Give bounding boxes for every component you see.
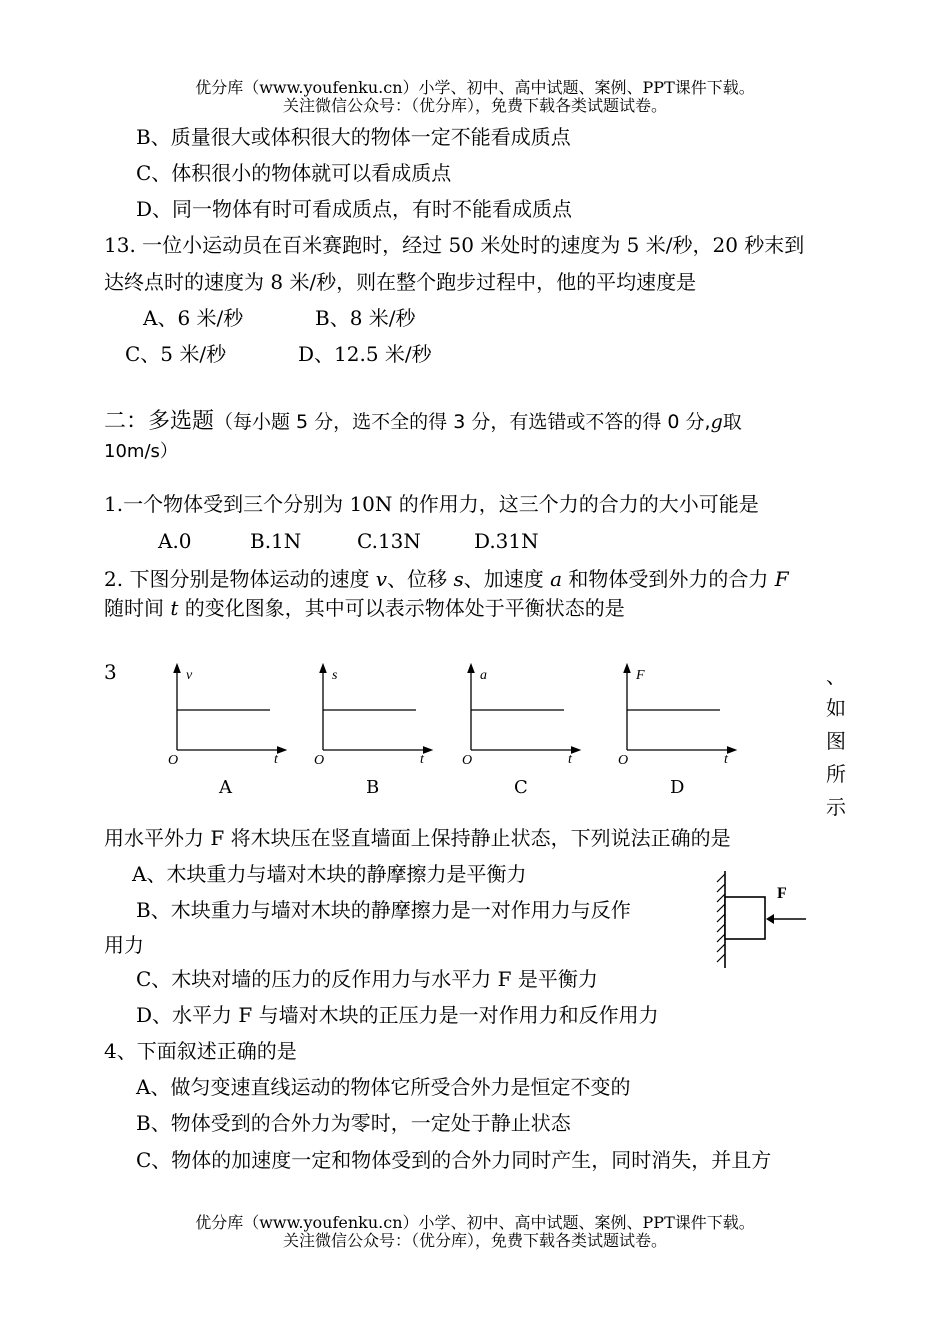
m2-var-a: a xyxy=(550,567,563,591)
q13-stem-line-1: 13. 一位小运动员在百米赛跑时，经过 50 米处时的速度为 5 米/秒，20 秒末到 xyxy=(104,233,805,257)
graph-d-ylabel: F xyxy=(636,668,645,683)
m1-option-b: B.1N xyxy=(250,529,302,553)
m1-stem: 1.一个物体受到三个分别为 10N 的作用力，这三个力的合力的大小可能是 xyxy=(104,492,759,516)
graph-a-origin: O xyxy=(168,753,179,768)
m3-vertical-char-4: 所 xyxy=(826,762,846,786)
q13-option-a: A、6 米/秒 xyxy=(143,306,244,330)
graphs-figure xyxy=(160,660,760,770)
m2-var-v: v xyxy=(375,567,388,591)
section-note-unit: 10m/s） xyxy=(104,441,178,462)
graph-d-origin: O xyxy=(618,753,629,768)
q12-option-b: B、质量很大或体积很大的物体一定不能看成质点 xyxy=(136,125,571,149)
m2-stem-line-1 xyxy=(104,567,789,591)
m3-number: 3 xyxy=(104,660,117,684)
m1-option-a: A.0 xyxy=(158,529,192,553)
graph-b xyxy=(314,668,428,768)
m3-option-b-line-2: 用力 xyxy=(104,933,144,957)
q13-stem-line-2: 达终点时的速度为 8 米/秒，则在整个跑步过程中，他的平均速度是 xyxy=(104,270,697,294)
m2-text-3: 、加速度 xyxy=(463,567,551,591)
m2-stem-line-2 xyxy=(104,596,625,620)
m3-stem: 用水平外力 F 将木块压在竖直墙面上保持静止状态，下列说法正确的是 xyxy=(104,826,731,850)
force-arrow-icon xyxy=(766,914,774,924)
graph-c-origin: O xyxy=(462,753,473,768)
header-line-2: 关注微信公众号：（优分库），免费下载各类试题试卷。 xyxy=(282,96,667,115)
m3-vertical-char-2: 如 xyxy=(826,696,846,720)
graph-c-t: t xyxy=(568,752,572,767)
m4-option-b: B、物体受到的合外力为零时，一定处于静止状态 xyxy=(136,1111,571,1135)
graph-a-ylabel: v xyxy=(186,668,193,683)
graph-c xyxy=(462,668,576,768)
graph-b-t: t xyxy=(420,752,424,767)
q12-option-d: D、同一物体有时可看成质点，有时不能看成质点 xyxy=(136,197,573,221)
wall-block-figure xyxy=(708,868,818,972)
m4-option-a: A、做匀变速直线运动的物体它所受合外力是恒定不变的 xyxy=(136,1075,631,1099)
graph-b-label: B xyxy=(366,777,380,798)
m2-text-1: 2. 下图分别是物体运动的速度 xyxy=(104,567,376,591)
footer-line-1: 优分库（www.youfenku.cn）小学、初中、高中试题、案例、PPT课件下载。 xyxy=(195,1213,755,1232)
q13-option-d: D、12.5 米/秒 xyxy=(298,342,432,366)
m3-vertical-char-1: 、 xyxy=(826,664,846,688)
m1-option-c: C.13N xyxy=(357,529,421,553)
section-heading xyxy=(104,409,742,435)
m3-vertical-char-5: 示 xyxy=(826,795,846,819)
m1-option-d: D.31N xyxy=(474,529,539,553)
footer-line-2: 关注微信公众号：（优分库），免费下载各类试题试卷。 xyxy=(282,1231,667,1250)
m4-stem: 4、下面叙述正确的是 xyxy=(104,1039,297,1063)
m2-var-t: t xyxy=(170,596,179,620)
m3-option-c: C、木块对墙的压力的反作用力与水平力 F 是平衡力 xyxy=(136,967,598,991)
q12-option-c: C、体积很小的物体就可以看成质点 xyxy=(136,161,452,185)
section-title: 二：多选题 xyxy=(104,409,215,434)
m2-text-6: 的变化图象，其中可以表示物体处于平衡状态的是 xyxy=(178,596,625,620)
graph-a-label: A xyxy=(219,777,232,798)
graph-c-ylabel: a xyxy=(480,668,487,683)
m3-option-d: D、水平力 F 与墙对木块的正压力是一对作用力和反作用力 xyxy=(136,1003,659,1027)
m2-text-4: 和物体受到外力的合力 xyxy=(562,567,775,591)
m3-option-b-line-1: B、木块重力与墙对木块的静摩擦力是一对作用力与反作 xyxy=(136,898,631,922)
graph-b-ylabel: s xyxy=(332,668,338,683)
graph-a xyxy=(168,668,282,768)
section-note: （每小题 5 分，选不全的得 3 分，有选错或不答的得 0 分, xyxy=(214,411,711,433)
m2-var-s: s xyxy=(453,567,464,591)
m4-option-c: C、物体的加速度一定和物体受到的合外力同时产生，同时消失，并且方 xyxy=(136,1148,772,1172)
q13-option-b: B、8 米/秒 xyxy=(315,306,416,330)
section-note-take: 取 xyxy=(722,411,742,433)
header-line-1: 优分库（www.youfenku.cn）小学、初中、高中试题、案例、PPT课件下载。 xyxy=(195,78,755,97)
m2-text-2: 、位移 xyxy=(387,567,454,591)
force-label: F xyxy=(777,885,787,902)
q13-option-c: C、5 米/秒 xyxy=(125,342,227,366)
m3-vertical-char-3: 图 xyxy=(826,729,846,753)
graph-b-origin: O xyxy=(314,753,325,768)
graph-d xyxy=(618,668,732,768)
graph-d-label: D xyxy=(670,777,685,798)
graph-d-t: t xyxy=(724,752,728,767)
section-note-g: g xyxy=(710,411,723,433)
graph-c-label: C xyxy=(514,777,528,798)
m2-text-5: 随时间 xyxy=(104,596,171,620)
graph-a-t: t xyxy=(274,752,278,767)
block xyxy=(725,897,765,939)
m2-var-f: F xyxy=(774,567,789,591)
m3-option-a: A、木块重力与墙对木块的静摩擦力是平衡力 xyxy=(132,862,527,886)
